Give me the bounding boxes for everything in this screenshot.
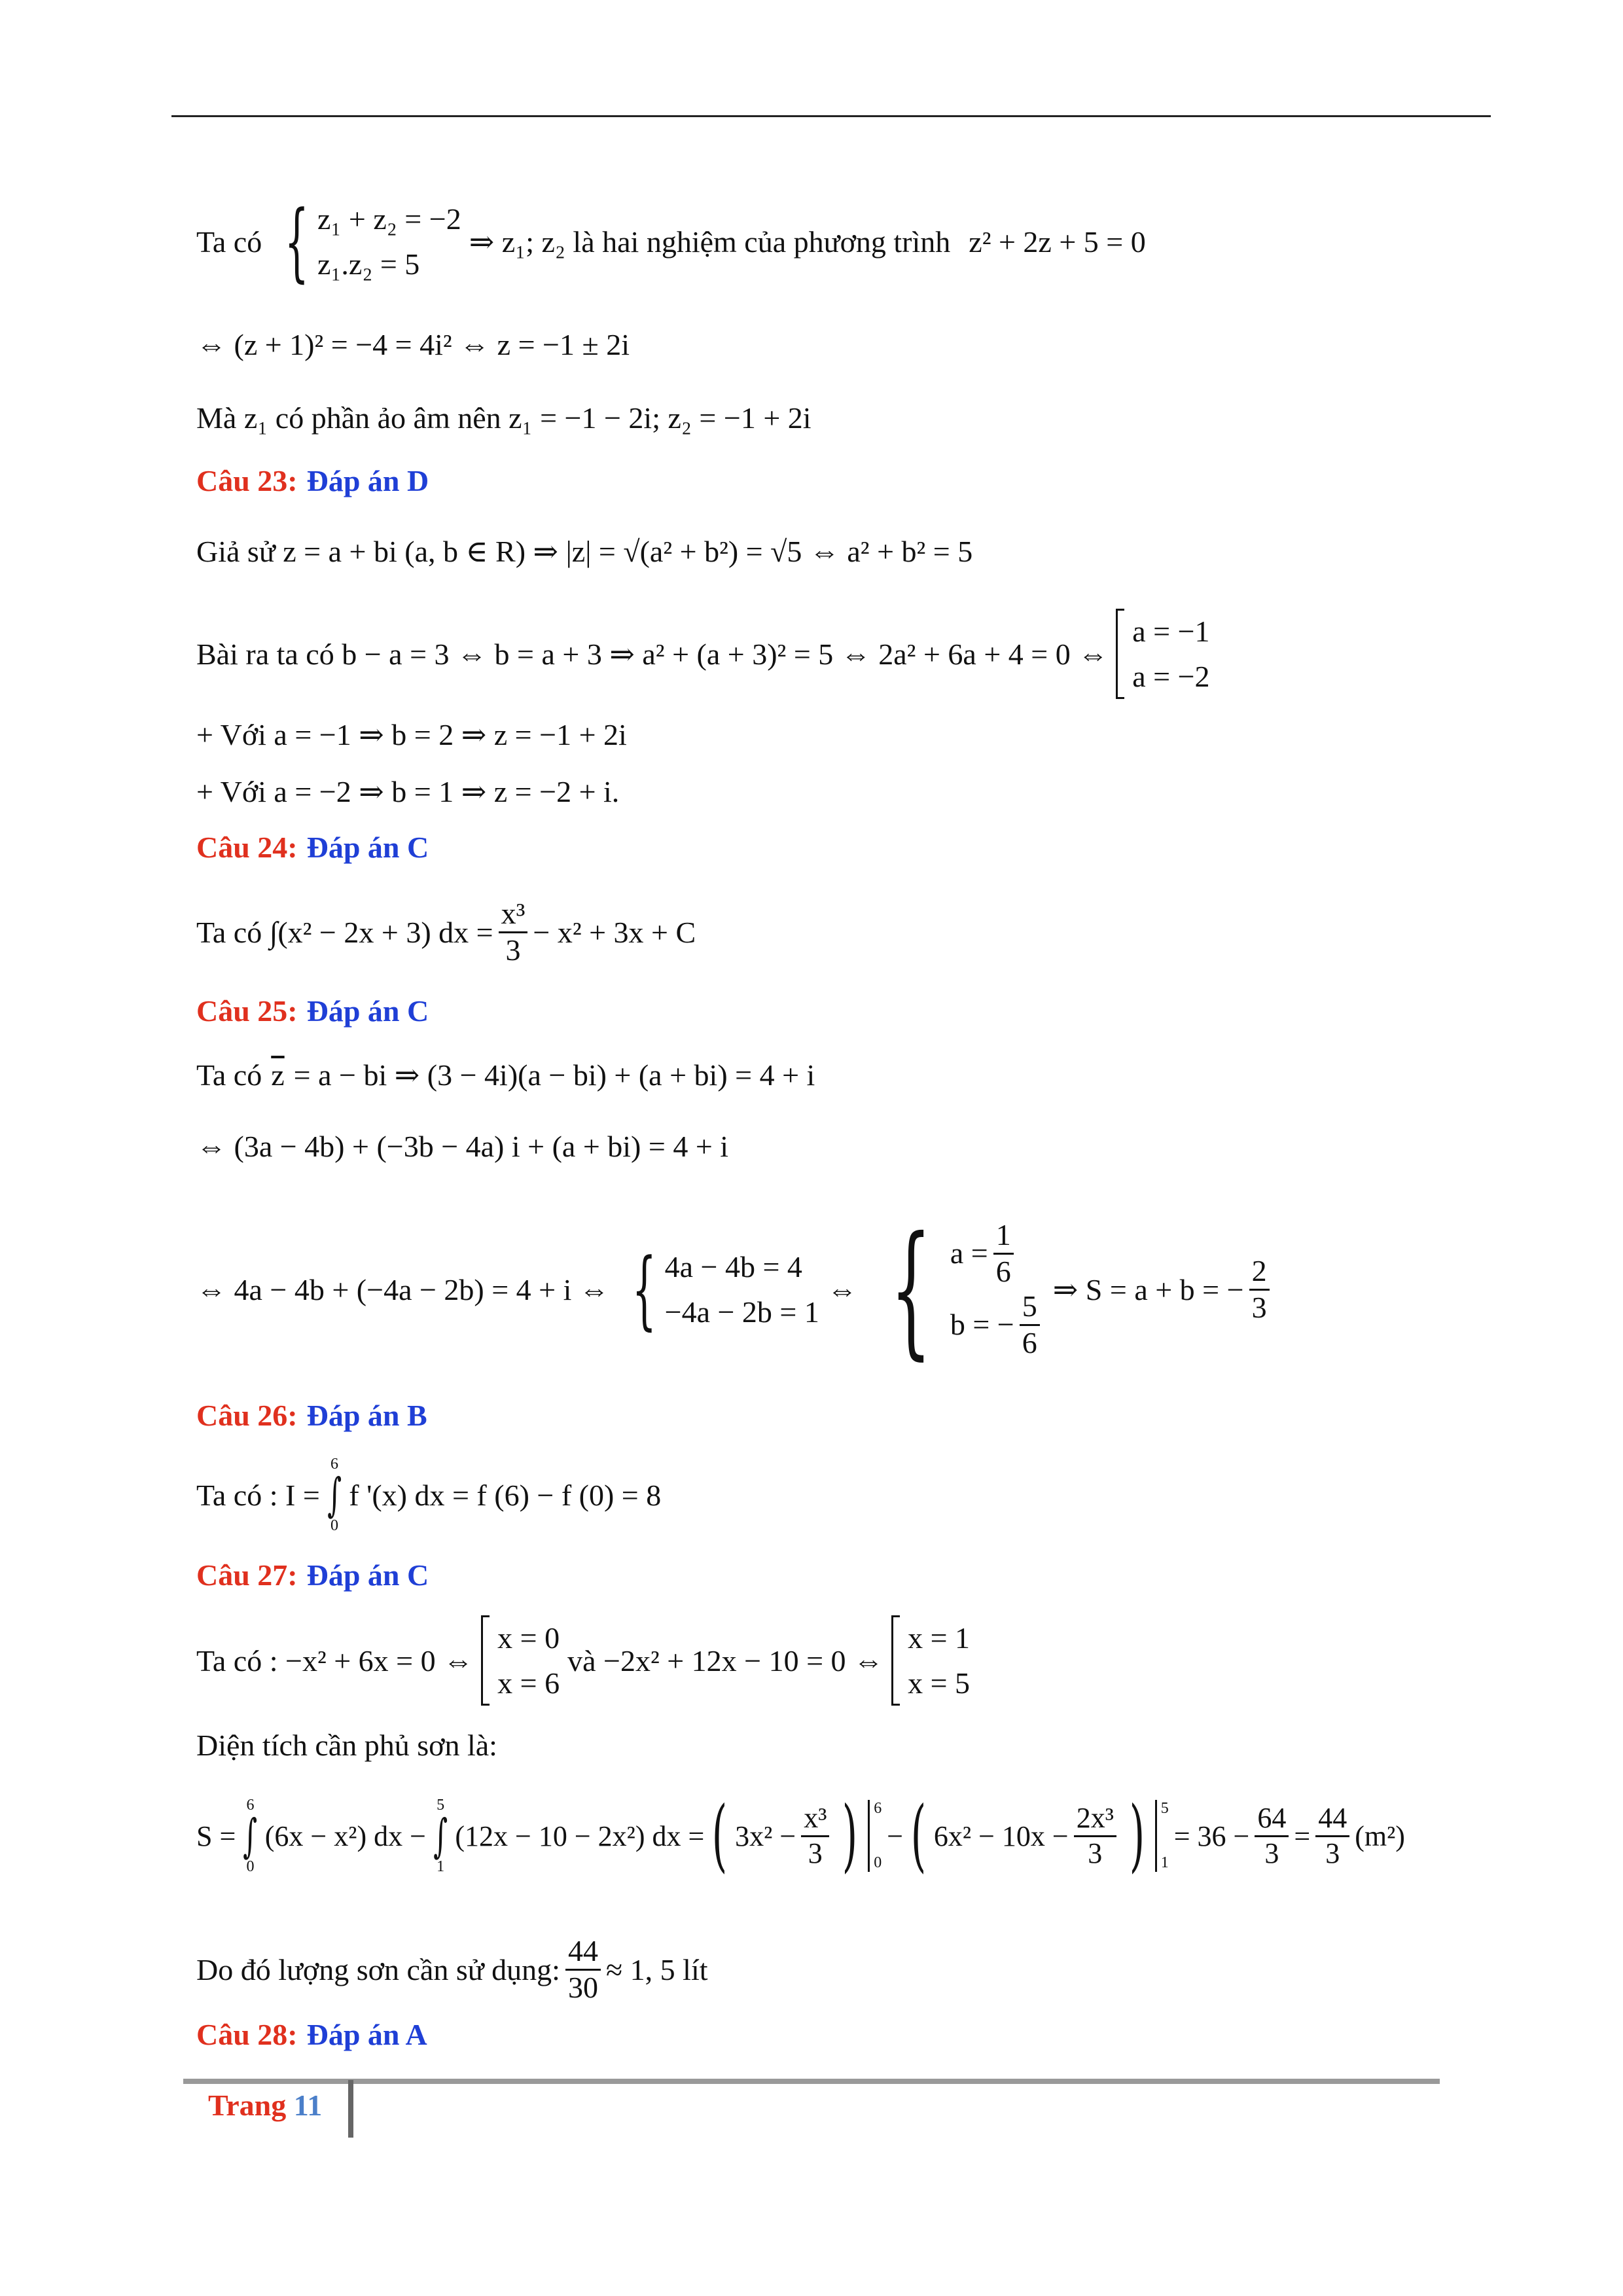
fraction: $\frac{44}{30}$ (565, 1934, 601, 2005)
equation: = a − bi ⇒ (3 − 4i)(a − bi) + (a + bi) = 4 + i (293, 1058, 815, 1092)
line-conclusion (196, 401, 812, 435)
equation: a = −2 (1132, 660, 1210, 693)
solution-set (481, 1615, 560, 1706)
equation: −4a − 2b = 1 (664, 1295, 819, 1329)
footer-rule (183, 2079, 1440, 2084)
line-conjugate (196, 1057, 815, 1092)
integral-sign: 6 ∫ 0 (327, 1456, 342, 1534)
equation: z₁ + z₂ = −2 (317, 202, 461, 236)
fraction: $\frac{\text{x³}}{3}$ (801, 1802, 829, 1870)
equation: x = 1 (908, 1621, 971, 1655)
line-paint-amount (196, 1934, 708, 2005)
text: Ta có (196, 1058, 262, 1092)
equation: x = 6 (497, 1666, 560, 1700)
equation: Ta có ∫(x² − 2x + 3) dx = (196, 915, 493, 949)
equation: z₁.z₂ = 5 (317, 247, 420, 281)
text: ⇔ (827, 1272, 857, 1306)
equation: 6x² − 10x − (933, 1820, 1069, 1852)
text: ⇒ z₁; z₂ là hai nghiệm của phương trình (469, 225, 951, 259)
answer-heading-24 (196, 830, 429, 865)
question-number: Câu 26: (196, 1399, 298, 1432)
equation-system: { 4a − 4b = 4 −4a − 2b = 1 (632, 1239, 819, 1339)
answer-heading-23 (196, 463, 429, 498)
answer-label: Đáp án C (306, 831, 429, 864)
equation: 3x² − (735, 1820, 796, 1852)
unit: (m²) (1355, 1820, 1405, 1852)
equation: ⇒ S = a + b = − (1052, 1273, 1244, 1306)
header-rule (171, 115, 1491, 117)
equation: − x² + 3x + C (533, 915, 696, 949)
line-area-intro (196, 1728, 497, 1763)
equation: S = (196, 1820, 236, 1852)
answer-label: Đáp án C (306, 1558, 429, 1592)
text: Diện tích cần phủ sơn là: (196, 1729, 497, 1762)
answer-label: Đáp án B (306, 1399, 427, 1432)
equation: ⇔ (z + 1)² = −4 = 4i² ⇔ z = −1 ± 2i (196, 328, 630, 361)
line-system-solve (196, 1204, 1275, 1374)
equation: Bài ra ta có b − a = 3 ⇔ b = a + 3 ⇒ a² + (a + 3)² = 5 ⇔ 2a² + 6a + 4 = 0 ⇔ (196, 637, 1109, 671)
solution-system: { a = $\frac{1}{6}$ b = − $\frac{5}{6}$ (865, 1218, 1045, 1361)
line-quadratic (196, 609, 1218, 699)
line-expand (196, 1129, 728, 1164)
line-assume (196, 533, 972, 569)
footer-divider (348, 2080, 353, 2138)
question-number: Câu 27: (196, 1558, 298, 1592)
fraction: $\frac{2}{3}$ (1249, 1254, 1270, 1325)
evaluation-bar: 6 0 (868, 1800, 882, 1872)
text: Ta có : I = (196, 1478, 320, 1512)
conjugate-z: $\overline{z}$ (271, 1058, 285, 1092)
answer-label: Đáp án D (306, 464, 429, 497)
equation: a = −1 (1132, 615, 1210, 648)
equation: f '(x) dx = f (6) − f (0) = 8 (349, 1478, 662, 1512)
answer-heading-25 (196, 994, 429, 1028)
line-roots (196, 1615, 978, 1706)
line-vieta (196, 191, 1146, 291)
fraction: $\frac{\text{2x³}}{3}$ (1074, 1802, 1116, 1870)
question-number: Câu 23: (196, 464, 298, 497)
line-integral (196, 897, 696, 968)
evaluation-bar: 5 1 (1155, 1800, 1169, 1872)
fraction: $\frac{\text{x³}}{3}$ (499, 897, 528, 968)
equation: và −2x² + 12x − 10 = 0 ⇔ (567, 1643, 884, 1677)
equation: x = 5 (908, 1666, 971, 1700)
operator: − (887, 1820, 904, 1852)
line-case-1 (196, 717, 627, 752)
page-value: 11 (293, 2089, 323, 2122)
fraction: $\frac{5}{6}$ (1020, 1289, 1040, 1361)
text: ≈ 1, 5 lít (605, 1952, 708, 1986)
equation: + Với a = −1 ⇒ b = 2 ⇒ z = −1 + 2i (196, 718, 627, 751)
solution-set (891, 1615, 970, 1706)
equation: a = (950, 1236, 988, 1270)
line-solve (196, 327, 630, 362)
page-number (208, 2088, 322, 2123)
equation: 4a − 4b = 4 (664, 1250, 802, 1283)
equation: z² + 2z + 5 = 0 (969, 224, 1146, 259)
equation: ⇔ 4a − 4b + (−4a − 2b) = 4 + i ⇔ (196, 1272, 609, 1306)
text: Mà z₁ có phần ảo âm nên z₁ = −1 − 2i; z₂ = −1 + 2i (196, 401, 812, 435)
answer-heading-27 (196, 1558, 429, 1592)
equation: (12x − 10 − 2x²) dx = (455, 1820, 705, 1852)
equation: Giả sử z = a + bi (a, b ∈ R) ⇒ |z| = √(a² + b²) = √5 ⇔ a² + b² = 5 (196, 535, 973, 568)
question-number: Câu 28: (196, 2018, 298, 2051)
equation: = 36 − (1173, 1820, 1250, 1852)
solution-set (1116, 609, 1209, 699)
equation-system: { z₁ + z₂ = −2 z₁.z₂ = 5 (284, 191, 461, 291)
fraction: $\frac{1}{6}$ (993, 1218, 1014, 1289)
page-label: Trang (208, 2089, 287, 2122)
question-number: Câu 25: (196, 994, 298, 1028)
answer-label: Đáp án A (306, 2018, 427, 2051)
fraction: $\frac{64}{3}$ (1255, 1802, 1289, 1870)
equation: x = 0 (497, 1621, 560, 1655)
equation: + Với a = −2 ⇒ b = 1 ⇒ z = −2 + i. (196, 775, 620, 808)
text: Ta có (196, 224, 262, 259)
answer-heading-28 (196, 2017, 427, 2052)
equation: ⇔ (3a − 4b) + (−3b − 4a) i + (a + bi) = 4 + i (196, 1130, 729, 1163)
fraction: $\frac{44}{3}$ (1315, 1802, 1349, 1870)
answer-heading-26 (196, 1398, 427, 1433)
equation: b = − (950, 1308, 1014, 1342)
question-number: Câu 24: (196, 831, 298, 864)
integral-sign: 6 ∫ 0 (243, 1797, 258, 1875)
line-case-2 (196, 774, 619, 809)
text: Do đó lượng sơn cần sử dụng: (196, 1952, 560, 1986)
answer-label: Đáp án C (306, 994, 429, 1028)
equation: = (1294, 1820, 1311, 1852)
equation: (6x − x²) dx − (264, 1820, 426, 1852)
line-area-computation: S = 6 ∫ 0 (6x − x²) dx − 5 ∫ 1 (12x − 10 − 2x²) dx = ( 3x² − $\frac{\text{x³}}{3}$ ) 6 0 − ( 6x² − 10x − $\frac{\text{2x³}}{3}$ ) 5 1 = 36 − $\frac{64}{3}$ = $\frac{44}{3}$ (m²) (196, 1790, 1405, 1881)
line-definite-integral (196, 1456, 661, 1534)
integral-sign: 5 ∫ 1 (433, 1797, 448, 1875)
equation: Ta có : −x² + 6x = 0 ⇔ (196, 1643, 474, 1677)
